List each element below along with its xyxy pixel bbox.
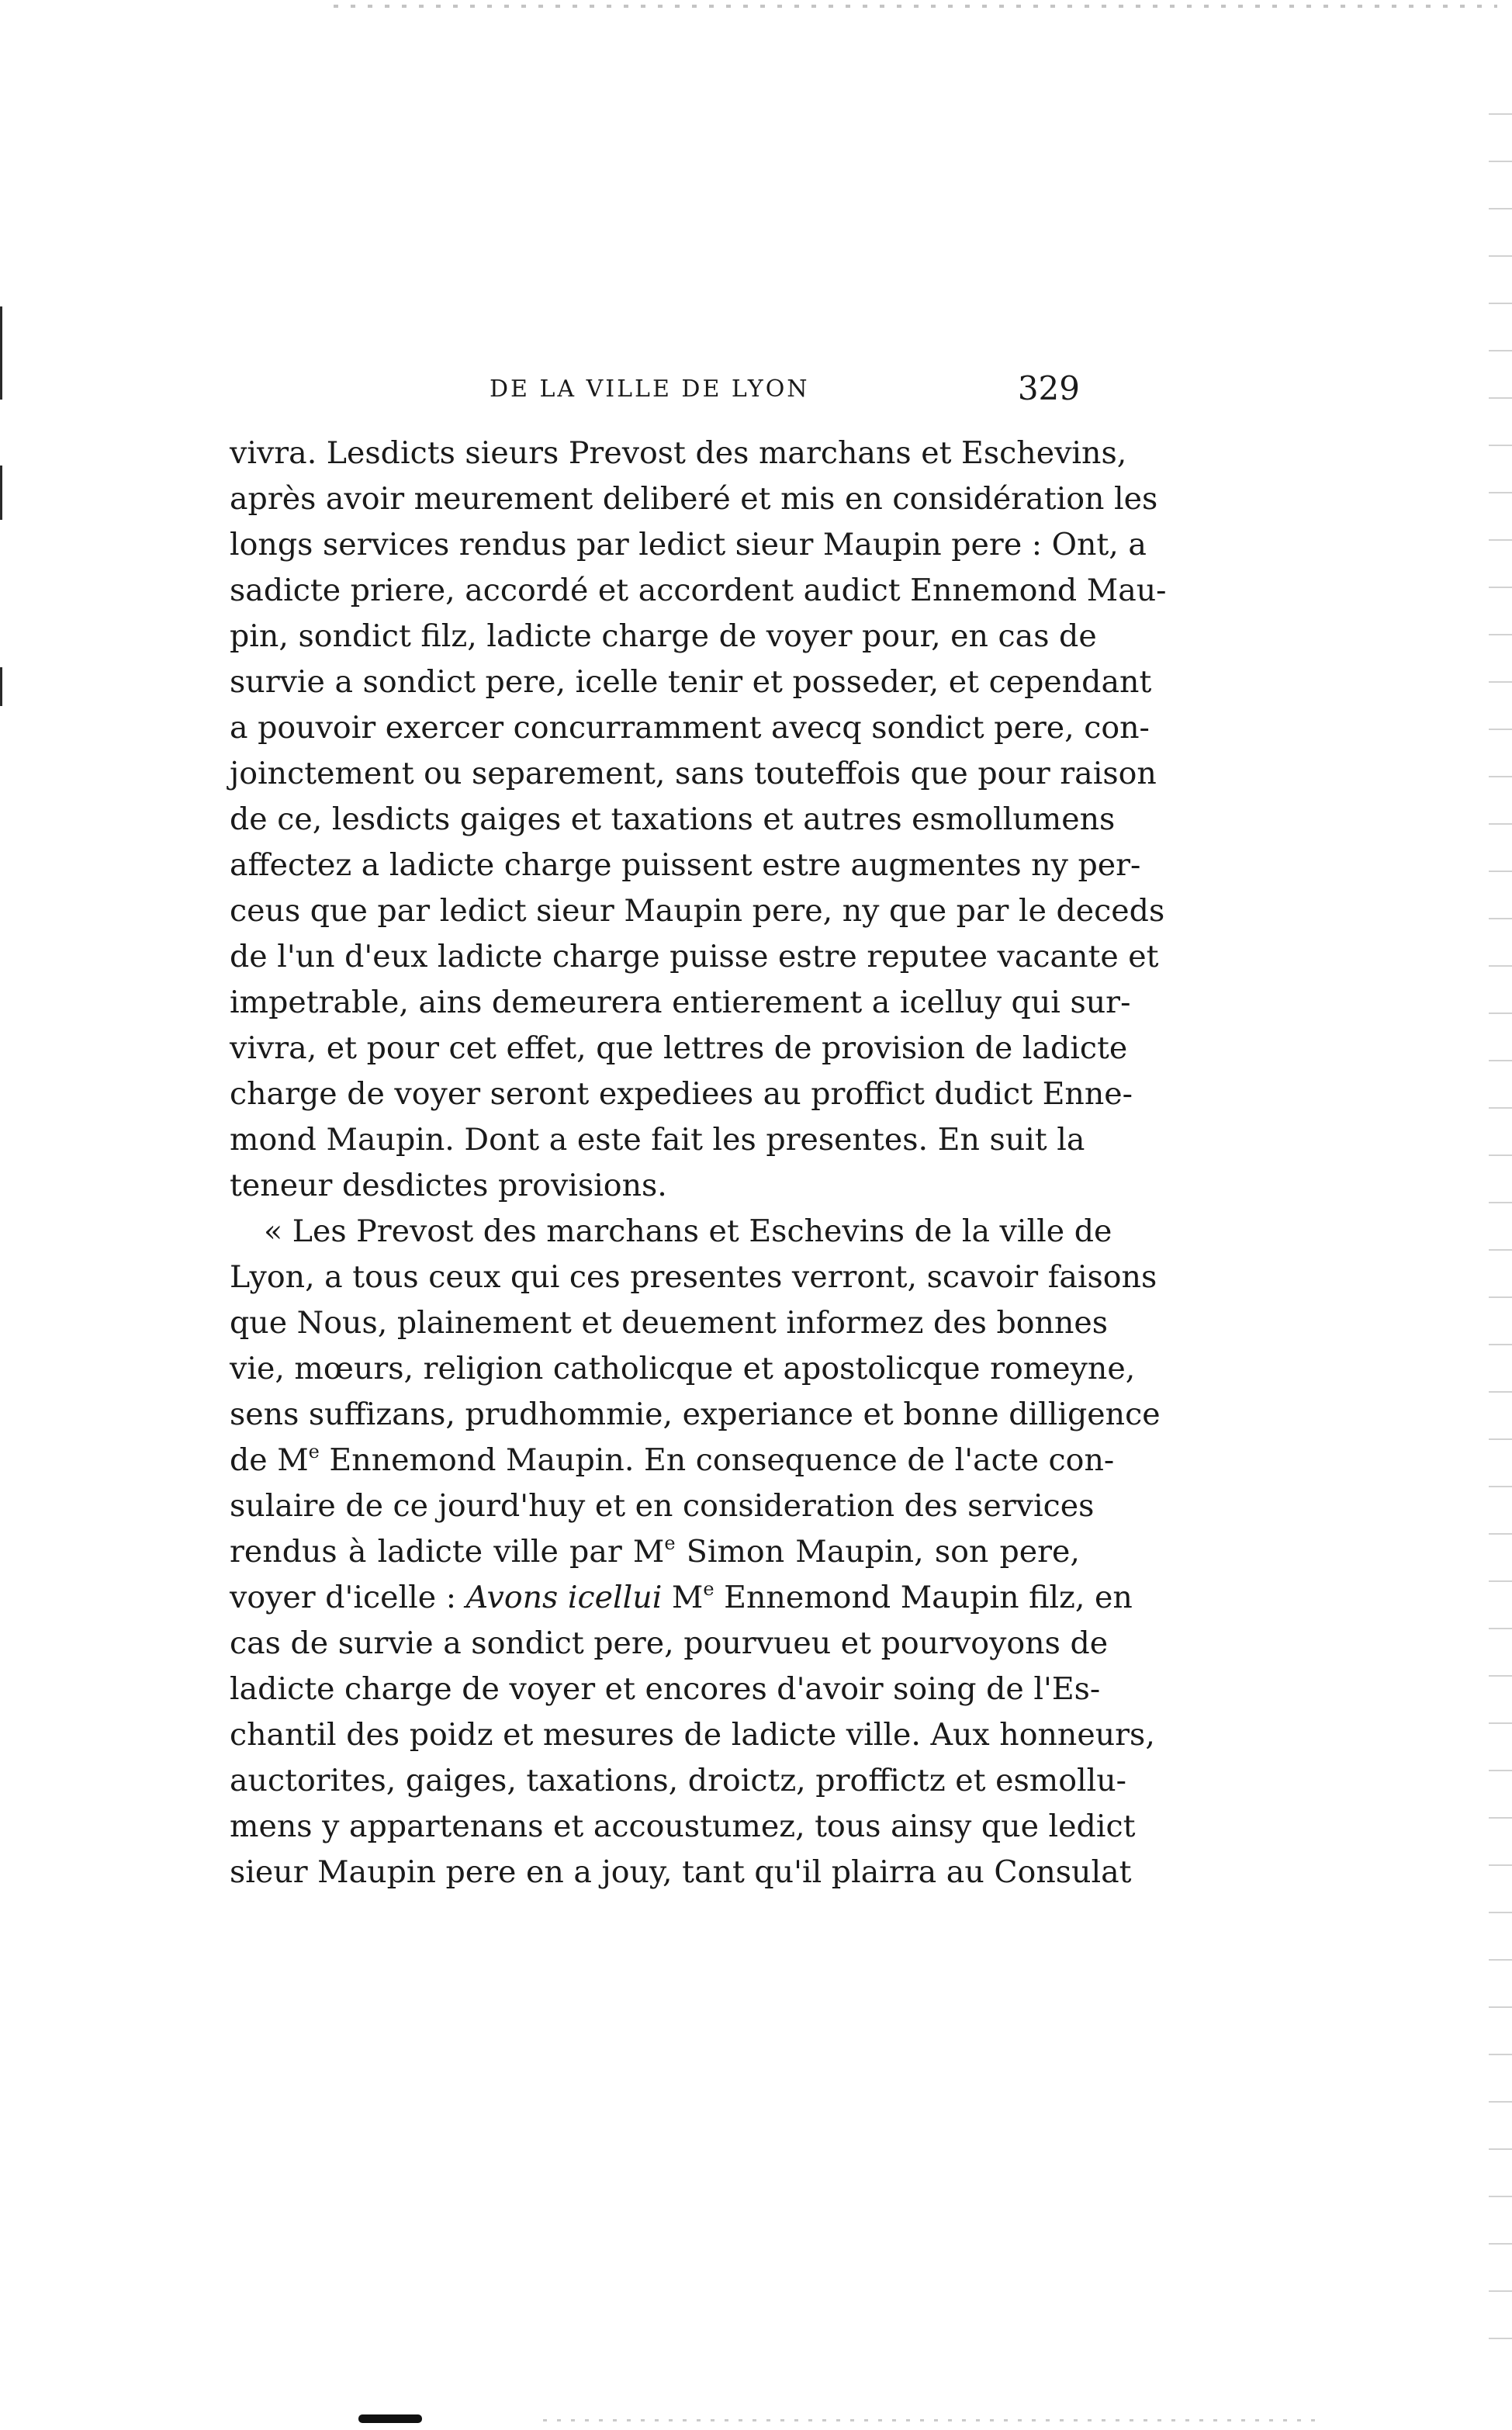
text-line: sens suffizans, prudhommie, experiance et bonne dilligence: [230, 1397, 1161, 1432]
text-line: de ce, lesdicts gaiges et taxations et autres esmollumens: [230, 801, 1116, 837]
text-line: ceus que par ledict sieur Maupin pere, ny que par le deceds: [230, 893, 1165, 929]
text-line: rendus à ladicte ville par Me Simon Maupin, son pere,: [230, 1532, 1080, 1570]
running-title: DE LA VILLE DE LYON: [490, 376, 810, 403]
text-line: Lyon, a tous ceux qui ces presentes verront, scavoir faisons: [230, 1259, 1157, 1295]
text-line: pin, sondict filz, ladicte charge de voyer pour, en cas de: [230, 618, 1097, 654]
text-line: vie, mœurs, religion catholicque et apostolicque romeyne,: [230, 1351, 1136, 1386]
text-line: auctorites, gaiges, taxations, droictz, proffictz et esmollu-: [230, 1763, 1127, 1798]
text-line: « Les Prevost des marchans et Eschevins de la ville de: [264, 1213, 1112, 1249]
scan-edge-line: [0, 306, 2, 400]
scan-noise-top: [334, 5, 1497, 8]
text-line: de l'un d'eux ladicte charge puisse estre reputee vacante et: [230, 939, 1159, 974]
scan-noise-bottom: [543, 2419, 1319, 2421]
text-line: joinctement ou separement, sans touteffois que pour raison: [230, 756, 1157, 791]
text-line: de Me Ennemond Maupin. En consequence de l'acte con-: [230, 1440, 1115, 1478]
page-header: [230, 369, 1080, 413]
scan-edge-line: [0, 667, 2, 706]
page-number: 329: [1017, 369, 1080, 407]
text-line: vivra. Lesdicts sieurs Prevost des marchans et Eschevins,: [230, 435, 1127, 471]
text-line: ladicte charge de voyer et encores d'avoir soing de l'Es-: [230, 1671, 1101, 1707]
text-line: teneur desdictes provisions.: [230, 1168, 667, 1203]
text-line: sieur Maupin pere en a jouy, tant qu'il plairra au Consulat: [230, 1854, 1132, 1890]
body-text: [230, 431, 1167, 1895]
text-line: cas de survie a sondict pere, pourvueu et pourvoyons de: [230, 1625, 1109, 1661]
scan-edge-line: [0, 466, 2, 520]
scan-ink-mark: [358, 2414, 422, 2423]
text-line: sulaire de ce jourd'huy et en consideration des services: [230, 1488, 1095, 1524]
text-line: que Nous, plainement et deuement informez des bonnes: [230, 1305, 1109, 1341]
scan-noise-right: [1489, 93, 1512, 2343]
text-line: voyer d'icelle : Avons icellui Me Ennemond Maupin filz, en: [230, 1577, 1133, 1615]
text-line: sadicte priere, accordé et accordent audict Ennemond Mau-: [230, 573, 1167, 608]
text-line: après avoir meurement deliberé et mis en considération les: [230, 481, 1158, 517]
text-line: impetrable, ains demeurera entierement a icelluy qui sur-: [230, 985, 1131, 1020]
text-line: chantil des poidz et mesures de ladicte ville. Aux honneurs,: [230, 1717, 1155, 1753]
text-line: survie a sondict pere, icelle tenir et posseder, et cependant: [230, 664, 1152, 700]
text-line: mond Maupin. Dont a este fait les presentes. En suit la: [230, 1122, 1085, 1158]
text-line: longs services rendus par ledict sieur Maupin pere : Ont, a: [230, 527, 1147, 562]
text-line: vivra, et pour cet effet, que lettres de provision de ladicte: [230, 1030, 1128, 1066]
text-line: charge de voyer seront expediees au proffict dudict Enne-: [230, 1076, 1133, 1112]
text-line: affectez a ladicte charge puissent estre augmentes ny per-: [230, 847, 1141, 883]
text-line: a pouvoir exercer concurramment avecq sondict pere, con-: [230, 710, 1150, 746]
text-line: mens y appartenans et accoustumez, tous ainsy que ledict: [230, 1809, 1136, 1844]
